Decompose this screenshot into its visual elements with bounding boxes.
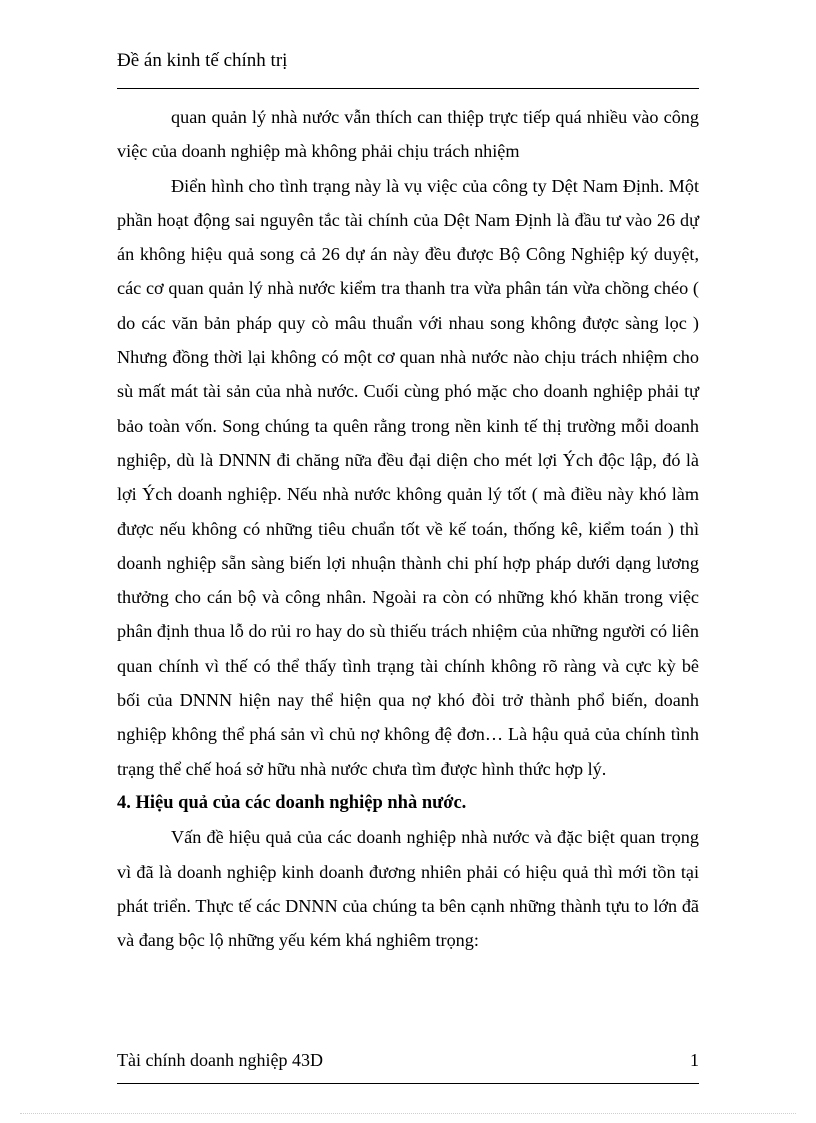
header-rule [117, 88, 699, 89]
footer-label: Tài chính doanh nghiệp 43D [117, 1050, 323, 1070]
page-edge-divider [20, 1113, 796, 1114]
paragraph-section: Vấn đề hiệu quả của các doanh nghiệp nhà nước và đặc biệt quan trọng vì đã là doanh nghiệp kinh doanh đương nhiên phải có hiệu quả thì mới tồn tại phát triển. Thực tế các DNNN của chúng ta bên cạnh những thành tựu to lớn đã và đang bộc lộ những yếu kém khá nghiêm trọng: [117, 827, 699, 951]
document-body [117, 100, 699, 957]
paragraph-example: Điển hình cho tình trạng này là vụ việc của công ty Dệt Nam Định. Một phần hoạt động sai nguyên tắc tài chính của Dệt Nam Định là đầu tư vào 26 dự án không hiệu quả song cả 26 dự án này đều được Bộ Công Nghiệp ký duyệt, các cơ quan quản lý nhà nước kiểm tra thanh tra vừa phân tán vừa chồng chéo ( do các văn bản pháp quy cò mâu thuẩn với nhau song không được sàng lọc ) Nhưng đồng thời lại không có một cơ quan nhà nước nào chịu trách nhiệm cho sù mất mát tài sản của nhà nước. Cuối cùng phó mặc cho doanh nghiệp phải tự bảo toàn vốn. Song chúng ta quên rằng trong nền kinh tế thị trường mỗi doanh nghiệp, dù là DNNN đi chăng nữa đều đại diện cho mét lợi Ých độc lập, đó là lợi Ých doanh nghiệp. Nếu nhà nước không quản lý tốt ( mà điều này khó làm được nếu không có những tiêu chuẩn tốt về kế toán, thống kê, kiểm toán ) thì doanh nghiệp sẵn sàng biến lợi nhuận thành chi phí hợp pháp dưới dạng lương thưởng cho cán bộ và công nhân. Ngoài ra còn có những khó khăn trong việc phân định thua lỗ do rủi ro hay do sù thiếu trách nhiệm của những người có liên quan chính vì thế có thể thấy tình trạng tài chính không rõ ràng và cực kỳ bê bối của DNNN hiện nay thể hiện qua nợ khó đòi trở thành phổ biến, doanh nghiệp không thể phá sản vì chủ nợ không đệ đơn… Là hậu quả của chính tình trạng thể chế hoá sở hữu nhà nước chưa tìm được hình thức hợp lý. [117, 175, 699, 779]
paragraph-continuation: quan quản lý nhà nước vẫn thích can thiệp trực tiếp quá nhiều vào công việc của doanh nghiệp mà không phải chịu trách nhiệm [117, 107, 699, 162]
section-heading: 4. Hiệu quả của các doanh nghiệp nhà nước. [117, 792, 467, 813]
footer-rule [117, 1083, 699, 1084]
page-number: 1 [690, 1050, 699, 1070]
page-header-title: Đề án kinh tế chính trị [117, 50, 288, 71]
